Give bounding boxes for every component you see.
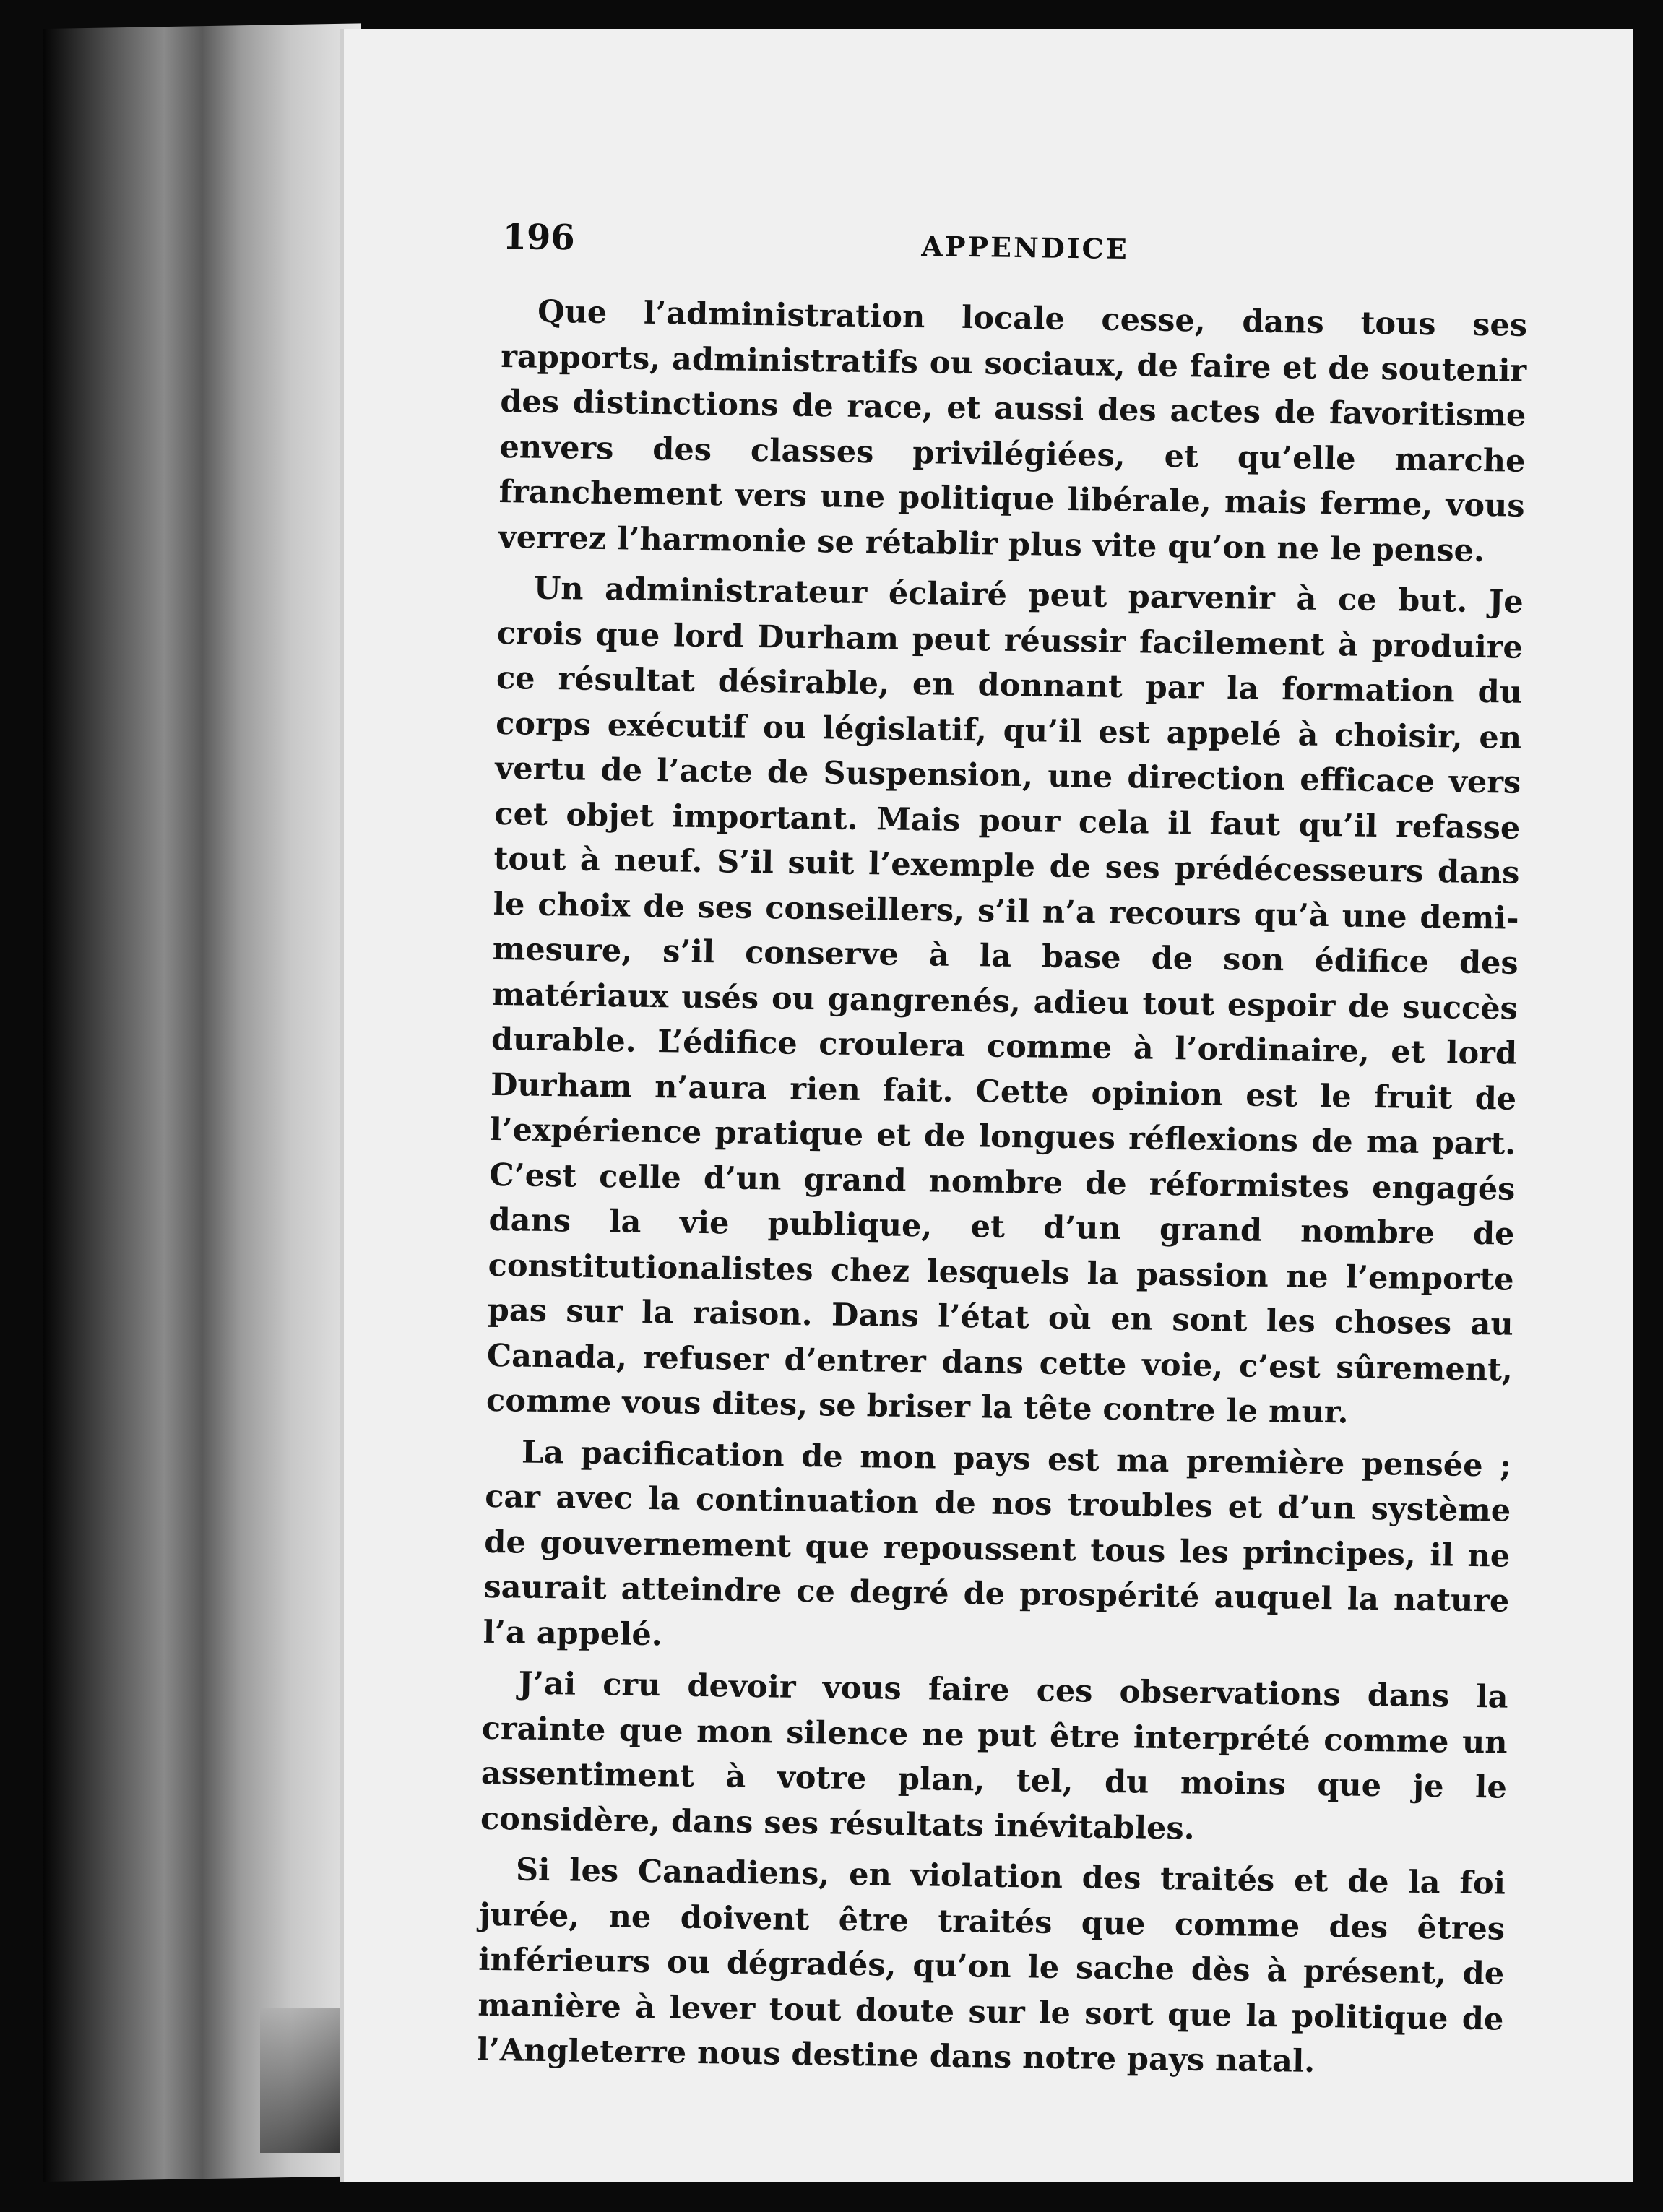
book-page xyxy=(340,29,1633,2182)
paragraph: Si les Canadiens, en violation des traités et de la foi jurée, ne doivent être traités que comme des êtres inférieurs ou dégradés, qu’on le sache dès à présent, de manière à lever tout doute sur le sort que la politique de l’Angleterre nous destine dans notre pays natal. xyxy=(477,1852,1506,2080)
paragraph: Que l’administration locale cesse, dans tous ses rapports, administratifs ou sociaux, de faire et de soutenir des distinctions de race, et aussi des actes de favoritisme envers des classes privilégiées, et qu’elle marche franchement vers une politique libérale, mais ferme, vous verrez l’harmonie se rétablir plus vite qu’on ne le pense. xyxy=(498,293,1528,569)
paragraph: La pacification de mon pays est ma première pensée ; car avec la continuation de nos troubles et d’un système de gouvernement que repoussent tous les principes, il ne saurait atteindre ce degré de prospérité auquel la nature l’a appelé. xyxy=(483,1434,1512,1653)
running-head: APPENDICE xyxy=(921,230,1130,266)
page-content xyxy=(477,217,1529,2093)
page-header xyxy=(502,217,1529,303)
body-text xyxy=(477,289,1527,2087)
page-number: 196 xyxy=(502,217,576,259)
book-page-edges xyxy=(43,23,361,2182)
paragraph: J’ai cru devoir vous faire ces observations dans la crainte que mon silence ne put être interprété comme un assentiment à votre plan, tel, du moins que je le considère, dans ses résultats inévitables. xyxy=(480,1665,1508,1847)
paragraph: Un administrateur éclairé peut parvenir à ce but. Je crois que lord Durham peut réussir facilement à produire ce résultat désirable, en donnant par la formation du corps exécutif ou législatif, qu’il est appelé à choisir, en vertu de l’acte de Suspension, une direction efficace vers cet objet important. Mais pour cela il faut qu’il refasse tout à neuf. S’il suit l’exemple de ses prédécesseurs dans le choix de ses conseillers, s’il n’a recours qu’à une demi-mesure, s’il conserve à la base de son édifice des matériaux usés ou gangrenés, adieu tout espoir de succès durable. L’édifice croulera comme à l’ordinaire, et lord Durham n’aura rien fait. Cette opinion est le fruit de l’expérience pratique et de longues réflexions de ma part. C’est celle d’un grand nombre de réformistes engagés dans la vie publique, et d’un grand nombre de constitutionalistes chez lesquels la passion ne l’emporte pas sur la raison. Dans l’état où en sont les choses au Canada, refuser d’entrer dans cette voie, c’est sûrement, comme vous dites, se briser la tête contre le mur. xyxy=(485,570,1524,1431)
